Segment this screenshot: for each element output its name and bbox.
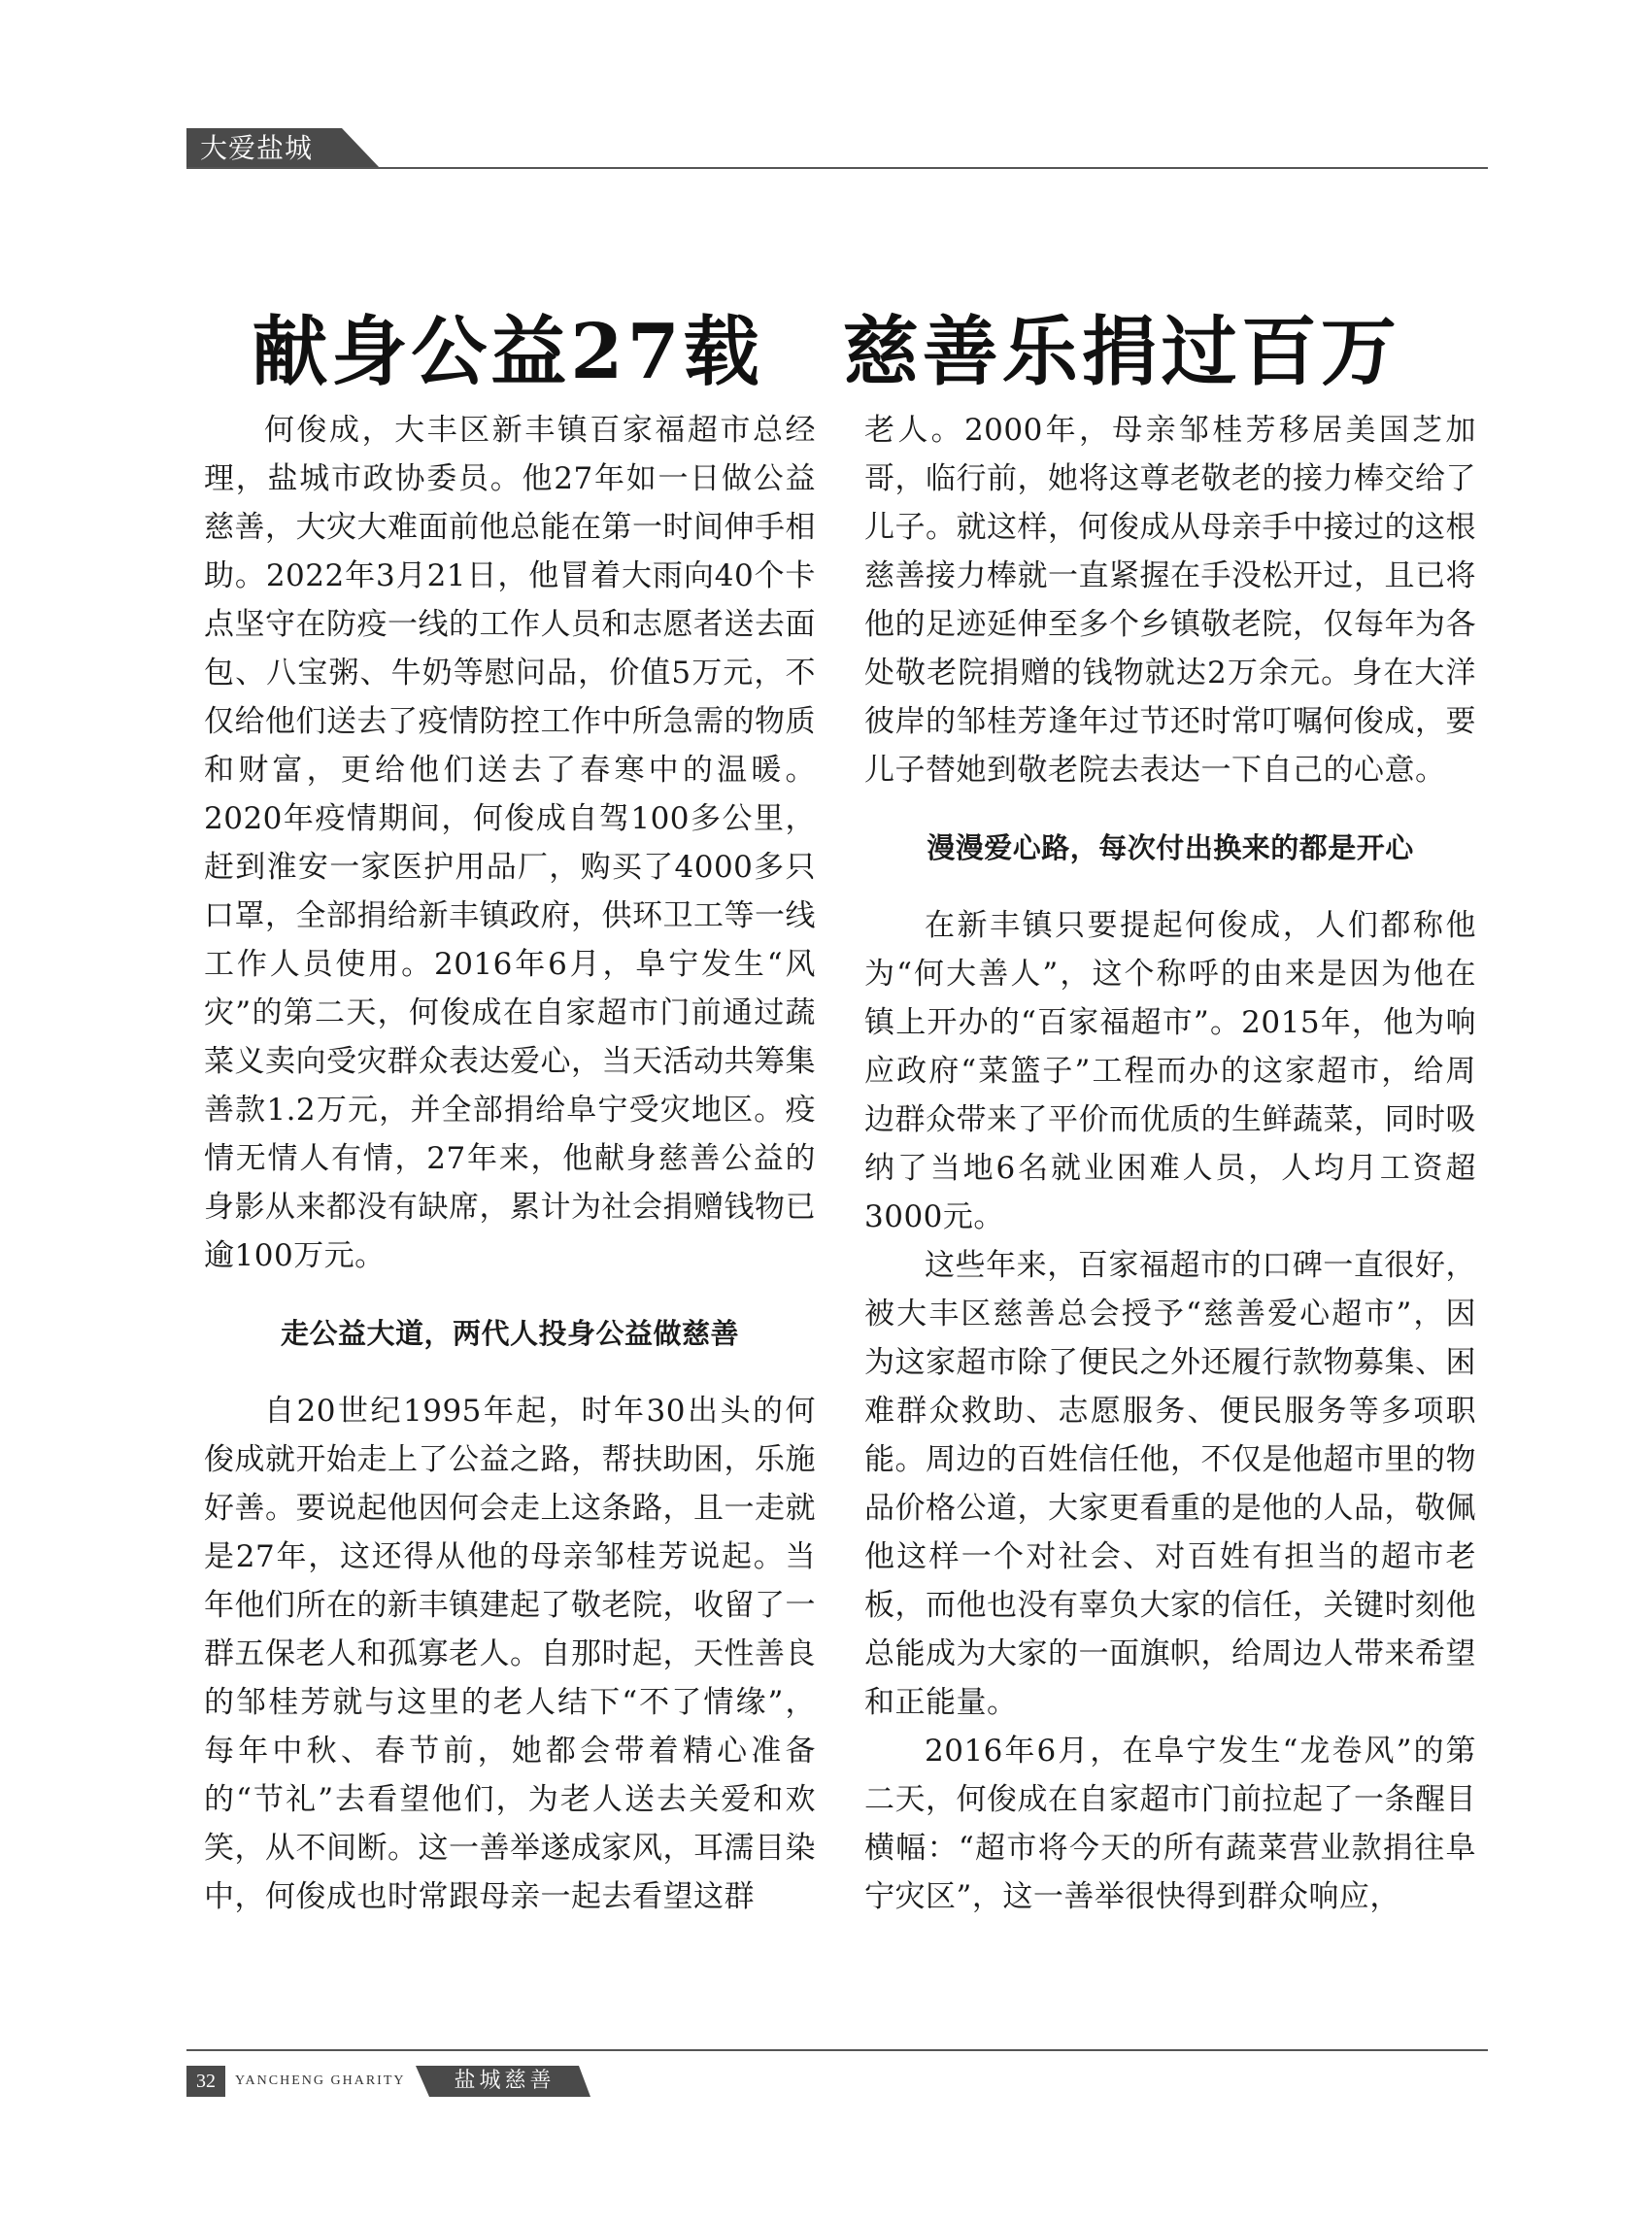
- magazine-name-cn-badge: [416, 2066, 590, 2097]
- footer-slant: [416, 2066, 441, 2097]
- paragraph: 何俊成，大丰区新丰镇百家福超市总经理，盐城市政协委员。他27年如一日做公益慈善，大灾大难面前他总能在第一时间伸手相助。2022年3月21日，他冒着大雨向40个卡点坚守在防疫一线的工作人员和志愿者送去面包、八宝粥、牛奶等慰问品，价值5万元，不仅给他们送去了疫情防控工作中所急需的物质和财富，更给他们送去了春寒中的温暖。2020年疫情期间，何俊成自驾100多公里，赶到淮安一家医护用品厂，购买了4000多只口罩，全部捐给新丰镇政府，供环卫工等一线工作人员使用。2016年6月，阜宁发生“风灾”的第二天，何俊成在自家超市门前通过蔬菜义卖向受灾群众表达爱心，当天活动共筹集善款1.2万元，并全部捐给阜宁受灾地区。疫情无情人有情，27年来，他献身慈善公益的身影从来都没有缺席，累计为社会捐赠钱物已逾100万元。: [204, 413, 816, 1273]
- footer-slant-end: [565, 2066, 590, 2097]
- header-rule: [186, 167, 1488, 169]
- article-title: 献身公益27载 慈善乐捐过百万: [252, 308, 1400, 396]
- section-label: 大爱盐城: [200, 132, 314, 164]
- paragraph: 这些年来，百家福超市的口碑一直很好，被大丰区慈善总会授予“慈善爱心超市”，因为这家超市除了便民之外还履行款物募集、困难群众救助、志愿服务、便民服务等多项职能。周边的百姓信任他，不仅是他超市里的物品价格公道，大家更看重的是他的人品，敬佩他这样一个对社会、对百姓有担当的超市老板，而他也没有辜负大家的信任，关键时刻他总能成为大家的一面旗帜，给周边人带来希望和正能量。: [864, 1248, 1476, 1720]
- paragraph: 老人。2000年，母亲邹桂芳移居美国芝加哥，临行前，她将这尊老敬老的接力棒交给了儿子。就这样，何俊成从母亲手中接过的这根慈善接力棒就一直紧握在手没松开过，且已将他的足迹延伸至多个乡镇敬老院，仅每年为各处敬老院捐赠的钱物就达2万余元。身在大洋彼岸的邹桂芳逢年过节还时常叮嘱何俊成，要儿子替她到敬老院去表达一下自己的心意。: [864, 413, 1476, 788]
- magazine-name-en: YANCHENG GHARITY: [235, 2073, 406, 2088]
- subheading: 走公益大道，两代人投身公益做慈善: [280, 1317, 739, 1350]
- right-column: [864, 406, 1476, 1921]
- paragraph: 在新丰镇只要提起何俊成，人们都称他为“何大善人”，这个称呼的由来是因为他在镇上开办的“百家福超市”。2015年，他为响应政府“菜篮子”工程而办的这家超市，给周边群众带来了平价而优质的生鲜蔬菜，同时吸纳了当地6名就业困难人员，人均月工资超3000元。: [864, 908, 1476, 1234]
- subheading: 漫漫爱心路，每次付出换来的都是开心: [927, 831, 1414, 864]
- section-tab: [186, 128, 337, 169]
- page-number: 32: [186, 2066, 225, 2097]
- footer: [186, 2066, 590, 2097]
- paragraph: 自20世纪1995年起，时年30出头的何俊成就开始走上了公益之路，帮扶助困，乐施好善。要说起他因何会走上这条路，且一走就是27年，这还得从他的母亲邹桂芳说起。当年他们所在的新丰镇建起了敬老院，收留了一群五保老人和孤寡老人。自那时起，天性善良的邹桂芳就与这里的老人结下“不了情缘”，每年中秋、春节前，她都会带着精心准备的“节礼”去看望他们，为老人送去关爱和欢笑，从不间断。这一善举遂成家风，耳濡目染中，何俊成也时常跟母亲一起去看望这群: [204, 1394, 816, 1914]
- section-tab-slant: [336, 128, 381, 169]
- paragraph: 2016年6月，在阜宁发生“龙卷风”的第二天，何俊成在自家超市门前拉起了一条醒目横幅：“超市将今天的所有蔬菜营业款捐往阜宁灾区”，这一善举很快得到群众响应，: [864, 1734, 1476, 1914]
- magazine-name-cn: 盐城慈善: [441, 2066, 565, 2097]
- footer-rule: [186, 2049, 1488, 2051]
- left-column: [204, 406, 816, 1921]
